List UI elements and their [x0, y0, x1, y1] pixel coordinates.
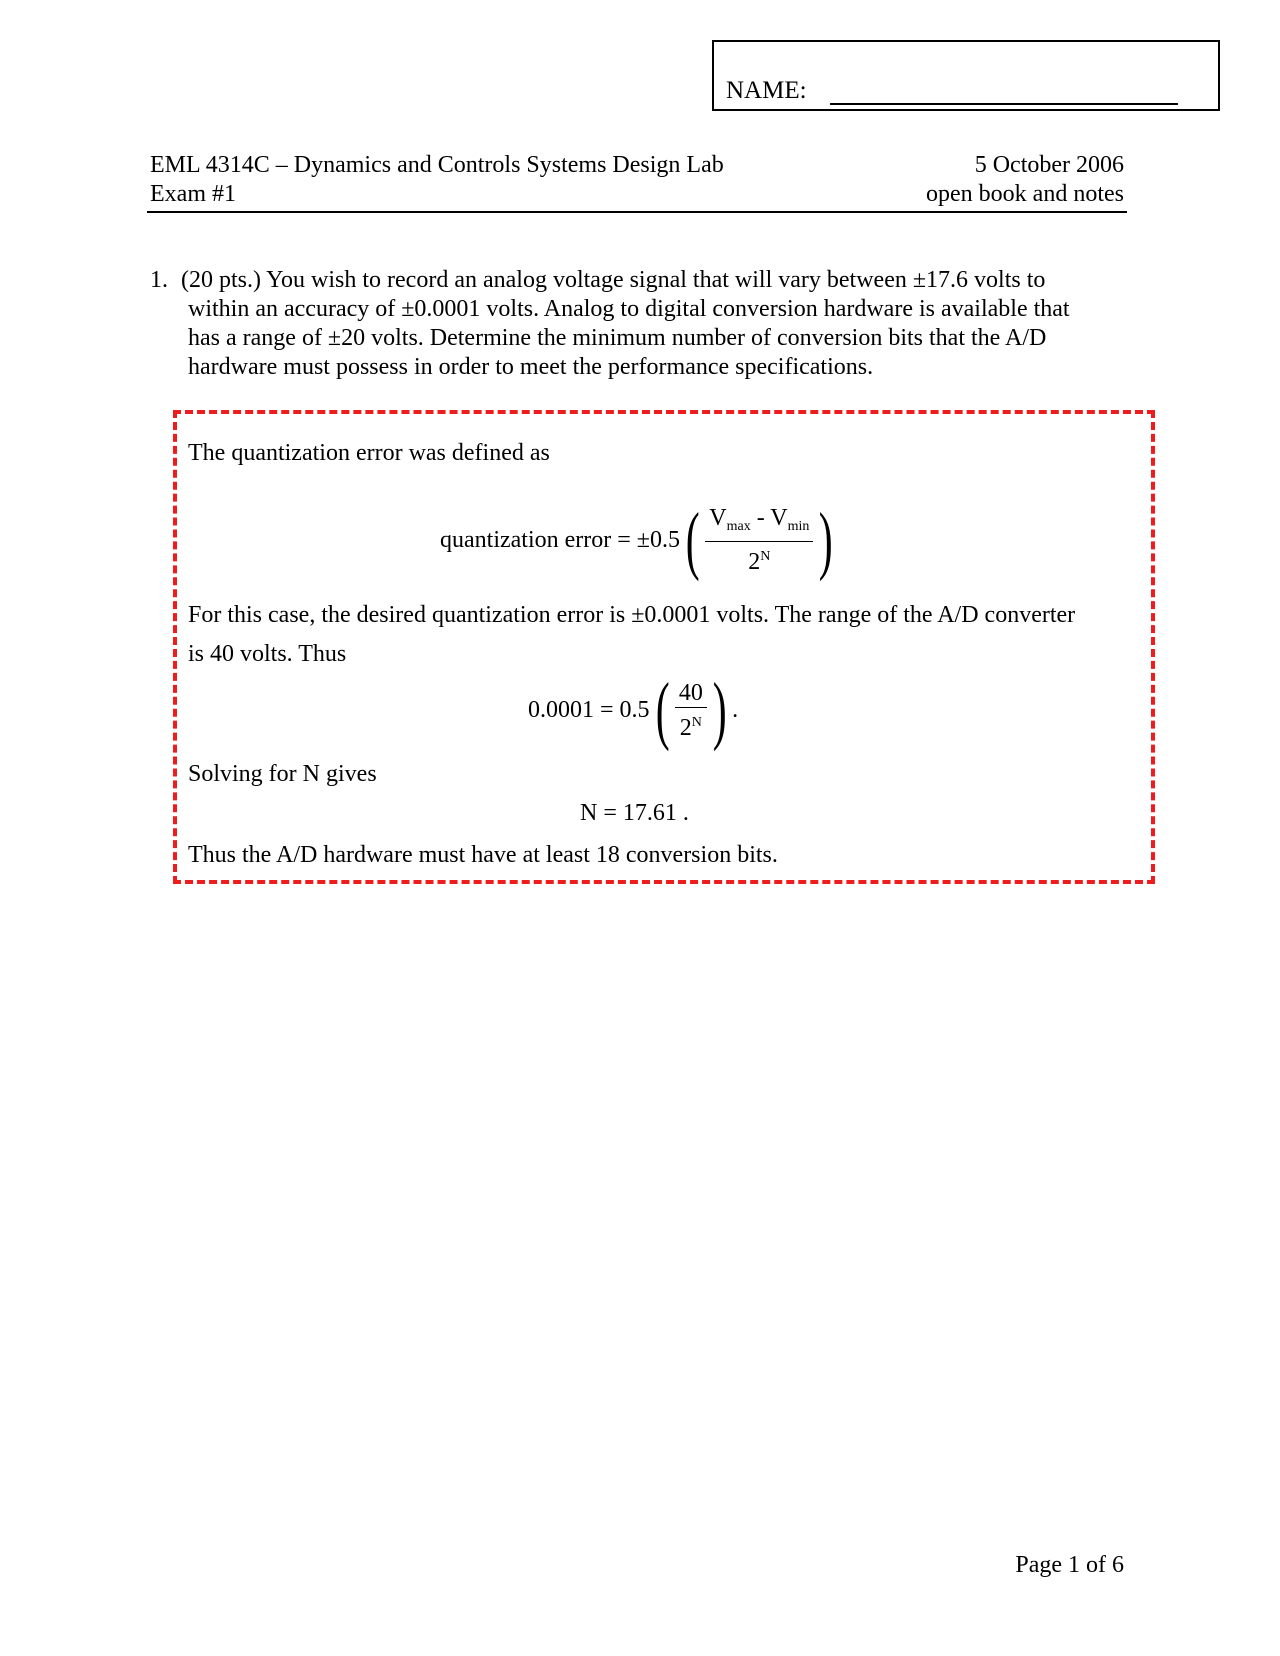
page-number: Page 1 of 6 [1015, 1552, 1124, 1578]
quantization-error-equation [440, 498, 839, 582]
course-title: EML 4314C – Dynamics and Controls Systems Design Lab [150, 152, 724, 178]
numeric-equation [528, 668, 739, 752]
question-line: (20 pts.) You wish to record an analog voltage signal that will vary between ±17.6 volts to [181, 267, 1046, 293]
header-rule [147, 211, 1127, 213]
fraction [675, 680, 707, 741]
fraction [705, 505, 813, 575]
equation-lhs: 0.0001 = 0.5 [528, 696, 650, 723]
fraction-numerator: 40 [675, 680, 707, 708]
min-subscript: min [787, 519, 810, 534]
den-base: 2 [748, 549, 761, 575]
result-equation: N = 17.61 . [580, 800, 689, 826]
question-line: within an accuracy of ±0.0001 volts. Analog to digital conversion hardware is available that [188, 296, 1070, 322]
question-number: 1. [150, 267, 168, 293]
fraction-denominator [748, 542, 770, 575]
left-paren: ( [685, 498, 700, 582]
den-exponent: N [691, 714, 702, 730]
exam-number: Exam #1 [150, 181, 236, 207]
fraction-numerator [705, 505, 813, 542]
fraction-denominator [680, 708, 702, 741]
equation-lhs: quantization error = ±0.5 [440, 526, 680, 553]
exam-date: 5 October 2006 [974, 152, 1124, 178]
question-text [181, 266, 1131, 382]
right-paren: ) [819, 498, 834, 582]
left-paren: ( [655, 668, 670, 752]
den-exponent: N [760, 549, 771, 564]
name-write-line[interactable] [830, 103, 1178, 105]
name-label: NAME: [726, 77, 807, 104]
den-base: 2 [679, 714, 692, 741]
v-symbol: V [709, 505, 727, 531]
solution-case-line: For this case, the desired quantization error is ±0.0001 volts. The range of the A/D converter [188, 602, 1076, 628]
equation-period: . [732, 696, 739, 723]
max-subscript: max [726, 519, 751, 534]
solution-intro: The quantization error was defined as [188, 440, 550, 466]
v-symbol: V [770, 505, 788, 531]
solution-conclusion: Thus the A/D hardware must have at least 18 conversion bits. [188, 842, 778, 868]
solution-case-line: is 40 volts. Thus [188, 641, 347, 667]
question-line: has a range of ±20 volts. Determine the minimum number of conversion bits that the A/D [188, 325, 1047, 351]
exam-notes: open book and notes [926, 181, 1124, 207]
right-paren: ) [712, 668, 727, 752]
solution-solving-line: Solving for N gives [188, 761, 377, 787]
minus-sign: - [750, 505, 771, 531]
question-line: hardware must possess in order to meet the performance specifications. [188, 354, 874, 380]
